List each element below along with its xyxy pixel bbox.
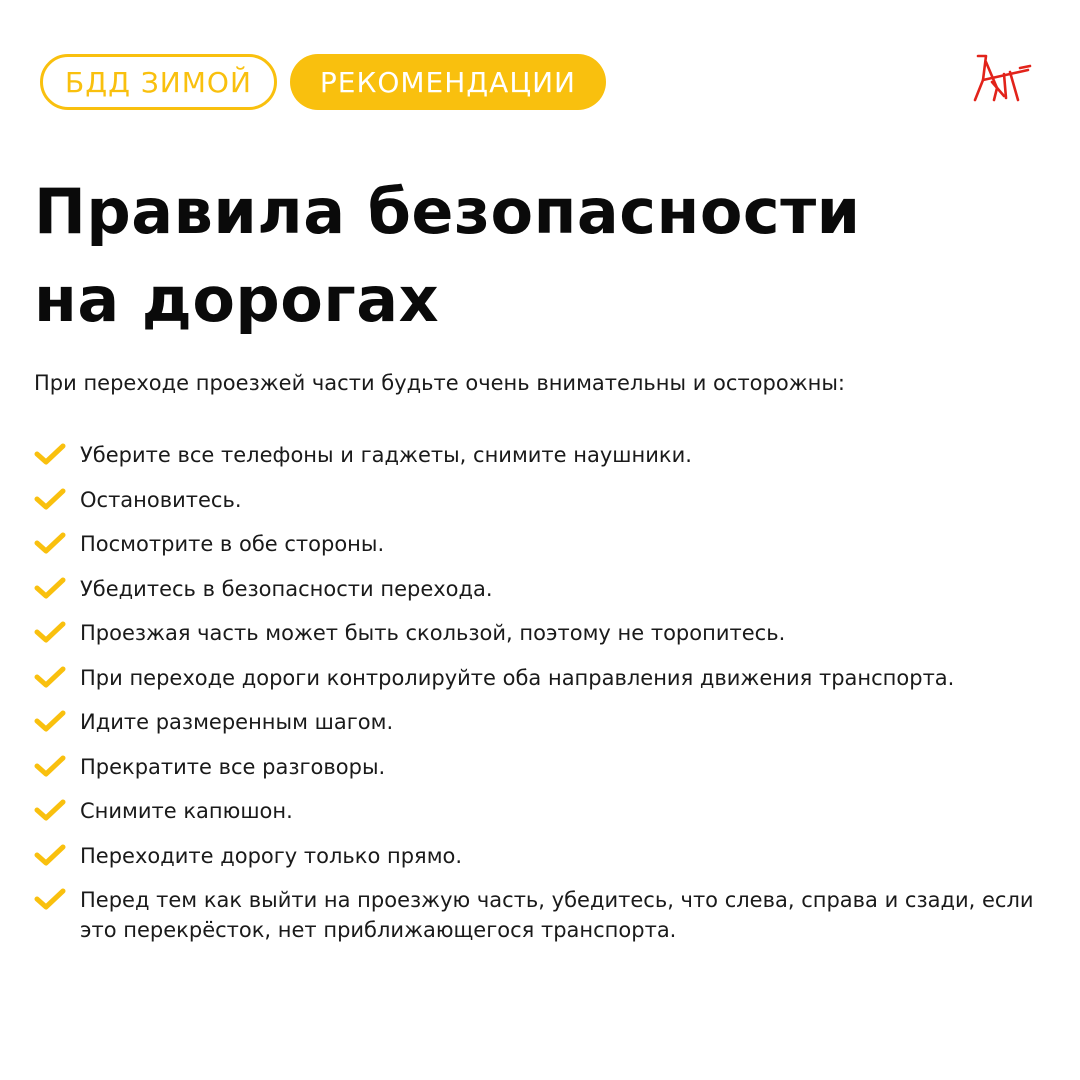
- page-title-line-1: Правила безопасности: [34, 175, 861, 248]
- list-item: [34, 841, 1044, 871]
- list-item: [34, 663, 1044, 693]
- list-item: [34, 752, 1044, 782]
- checkmark-icon: [34, 843, 66, 867]
- tag-group: [40, 54, 606, 110]
- list-item-text: Идите размеренным шагом.: [80, 710, 394, 734]
- list-item: [34, 618, 1044, 648]
- list-item-text: Убедитесь в безопасности перехода.: [80, 576, 493, 601]
- page-title-line-2: на дорогах: [34, 263, 440, 336]
- list-item-text: Переходите дорогу только прямо.: [80, 843, 463, 868]
- intro-text: При переходе проезжей части будьте очень внимательны и осторожны:: [34, 371, 846, 395]
- rules-list: [34, 440, 1044, 960]
- checkmark-icon: [34, 576, 66, 600]
- list-item: [34, 574, 1044, 604]
- list-item-text: Проезжая часть может быть скользой, поэтому не торопитесь.: [80, 621, 786, 645]
- page-title: [34, 168, 861, 344]
- tag-bdd-winter: БДД ЗИМОЙ: [40, 54, 277, 110]
- list-item: [34, 885, 1044, 945]
- list-item-text: Снимите капюшон.: [80, 799, 293, 823]
- list-item: [34, 440, 1044, 470]
- checkmark-icon: [34, 620, 66, 644]
- list-item-text: Остановитесь.: [80, 487, 242, 512]
- checkmark-icon: [34, 665, 66, 689]
- checkmark-icon: [34, 709, 66, 733]
- checkmark-icon: [34, 442, 66, 466]
- list-item-text: Прекратите все разговоры.: [80, 754, 386, 779]
- horse-logo-icon: [970, 52, 1032, 104]
- list-item-text: При переходе дороги контролируйте оба направления движения транспорта.: [80, 665, 955, 690]
- checkmark-icon: [34, 798, 66, 822]
- checkmark-icon: [34, 754, 66, 778]
- list-item: [34, 485, 1044, 515]
- list-item-text: Перед тем как выйти на проезжую часть, убедитесь, что слева, справа и сзади, если это перекрёсток, нет приближающегося транспорта.: [80, 888, 1034, 942]
- checkmark-icon: [34, 887, 66, 911]
- list-item-text: Посмотрите в обе стороны.: [80, 532, 385, 556]
- list-item: [34, 529, 1044, 559]
- list-item: [34, 707, 1044, 737]
- list-item: [34, 796, 1044, 826]
- list-item-text: Уберите все телефоны и гаджеты, снимите наушники.: [80, 443, 692, 467]
- checkmark-icon: [34, 531, 66, 555]
- tag-recommendations: РЕКОМЕНДАЦИИ: [290, 54, 606, 110]
- checkmark-icon: [34, 487, 66, 511]
